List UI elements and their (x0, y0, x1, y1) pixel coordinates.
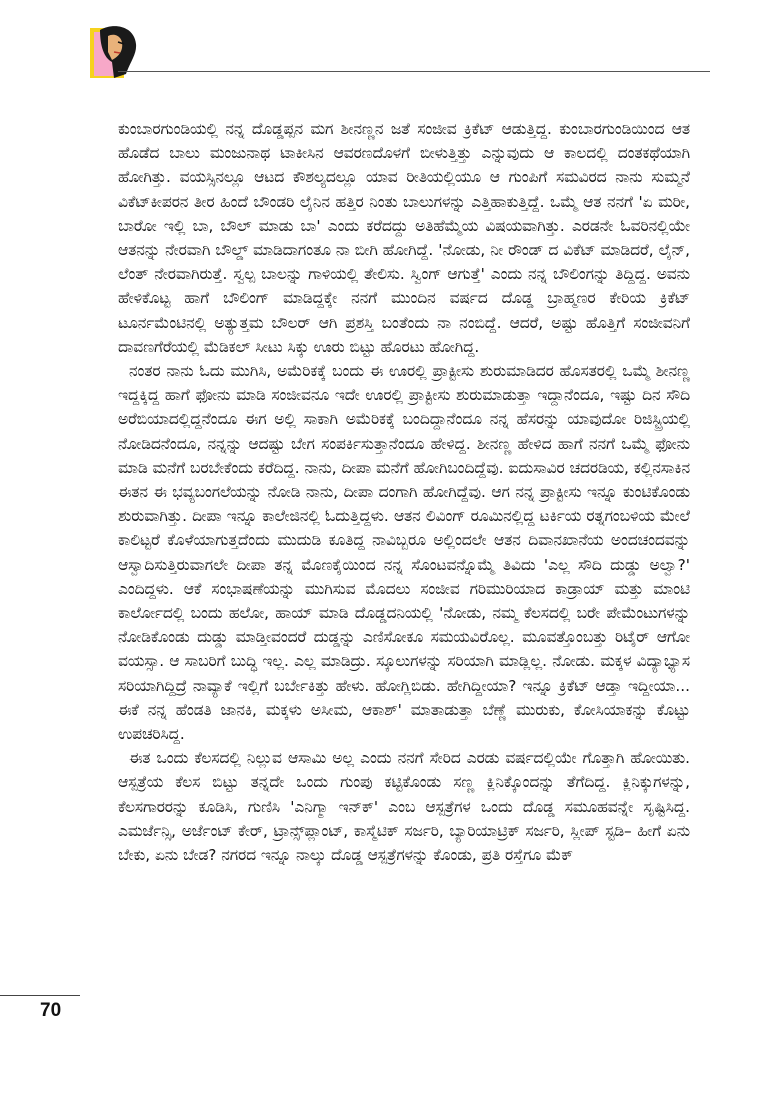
face-profile-icon (90, 22, 144, 78)
header-logo-illustration (90, 22, 144, 78)
paragraph: ಈತ ಒಂದು ಕೆಲಸದಲ್ಲಿ ನಿಲ್ಲುವ ಆಸಾಮಿ ಅಲ್ಲ ಎಂದು ನನಗೆ ಸೇರಿದ ಎರಡು ವರ್ಷದಲ್ಲಿಯೇ ಗೊತ್ತಾಗಿ ಹೋಯಿತು. ಆಸ್ಪತ್ರೆಯ ಕೆಲಸ ಬಿಟ್ಟು ತನ್ನದೇ ಒಂದು ಗುಂಪು ಕಟ್ಟಿಕೊಂಡು ಸಣ್ಣ ಕ್ಲಿನಿಕ್ಕೊಂದನ್ನು ತೆಗೆದಿದ್ದ. ಕ್ಲಿನಿಕ್ಕುಗಳನ್ನು, ಕೆಲಸಗಾರರನ್ನು ಕೂಡಿಸಿ, ಗುಣಿಸಿ 'ಎನಿಗ್ಮಾ ಇನ್‌ಕ್' ಎಂಬ ಆಸ್ಪತ್ರೆಗಳ ಒಂದು ದೊಡ್ಡ ಸಮೂಹವನ್ನೇ ಸೃಷ್ಟಿಸಿದ್ದ. ಎಮರ್ಜೆನ್ಸಿ, ಅರ್ಜೆಂಟ್ ಕೇರ್, ಟ್ರಾನ್ಸ್‌ಪ್ಲಾಂಟ್, ಕಾಸ್ಮೆಟಿಕ್ ಸರ್ಜರಿ, ಬ್ಯಾರಿಯಾಟ್ರಿಕ್ ಸರ್ಜರಿ, ಸ್ಲೀಪ್ ಸ್ಟಡಿ– ಹೀಗೆ ಏನು ಬೇಕು, ಏನು ಬೇಡ? ನಗರದ ಇನ್ನೂ ನಾಲ್ಕು ದೊಡ್ಡ ಆಸ್ಪತ್ರೆಗಳನ್ನು ಕೊಂಡು, ಪ್ರತಿ ರಸ್ತೆಗೂ ಮೆಕ್ (118, 749, 690, 865)
paragraph: ಕುಂಬಾರಗುಂಡಿಯಲ್ಲಿ ನನ್ನ ದೊಡ್ಡಪ್ಪನ ಮಗ ಶೀನಣ್ಣನ ಜತೆ ಸಂಜೀವ ಕ್ರಿಕೆಟ್ ಆಡುತ್ತಿದ್ದ. ಕುಂಬಾರಗುಂಡಿಯಿಂದ ಆತ ಹೊಡೆದ ಬಾಲು ಮಂಜುನಾಥ ಟಾಕೀಸಿನ ಆವರಣದೊಳಗೆ ಬೀಳುತ್ತಿತ್ತು ಎನ್ನುವುದು ಆ ಕಾಲದಲ್ಲಿ ದಂತಕಥೆಯಾಗಿ ಹೋಗಿತ್ತು. ವಯಸ್ಸಿನಲ್ಲೂ ಆಟದ ಕೌಶಲ್ಯದಲ್ಲೂ ಯಾವ ರೀತಿಯಲ್ಲಿಯೂ ಆ ಗುಂಪಿಗೆ ಸಮವಿರದ ನಾನು ಸುಮ್ಮನೆ ವಿಕೆಟ್‌ಕೀಪರನ ತೀರ ಹಿಂದೆ ಬೌಂಡರಿ ಲೈನಿನ ಹತ್ತಿರ ನಿಂತು ಬಾಲುಗಳನ್ನು ಎತ್ತಿಹಾಕುತ್ತಿದ್ದೆ. ಒಮ್ಮೆ ಆತ ನನಗೆ 'ಏ ಮರೀ, ಬಾರೋ ಇಲ್ಲಿ ಬಾ, ಬೌಲ್ ಮಾಡು ಬಾ' ಎಂದು ಕರೆದದ್ದು ಅತಿಹೆಮ್ಮೆಯ ವಿಷಯವಾಗಿತ್ತು. ಎರಡನೇ ಓವರಿನಲ್ಲಿಯೇ ಆತನನ್ನು ನೇರವಾಗಿ ಬೌಲ್ಡ್ ಮಾಡಿದಾಗಂತೂ ನಾ ಬೀಗಿ ಹೋಗಿದ್ದೆ. 'ನೋಡು, ನೀ ರೌಂಡ್ ದ ವಿಕೆಟ್ ಮಾಡಿದರೆ, ಲೈನ್, ಲೆಂತ್ ನೇರವಾಗಿರುತ್ತೆ. ಸ್ವಲ್ಪ ಬಾಲನ್ನು ಗಾಳಿಯಲ್ಲಿ ತೇಲಿಸು. ಸ್ವಿಂಗ್ ಆಗುತ್ತೆ' ಎಂದು ನನ್ನ ಬೌಲಿಂಗನ್ನು ತಿದ್ದಿದ್ದ. ಅವನು ಹೇಳಿಕೊಟ್ಟ ಹಾಗೆ ಬೌಲಿಂಗ್ ಮಾಡಿದ್ದಕ್ಕೇ ನನಗೆ ಮುಂದಿನ ವರ್ಷದ ದೊಡ್ಡ ಬ್ರಾಹ್ಮಣರ ಕೇರಿಯ ಕ್ರಿಕೆಟ್ ಟೂರ್ನಮೆಂಟಿನಲ್ಲಿ ಅತ್ಯುತ್ತಮ ಬೌಲರ್ ಆಗಿ ಪ್ರಶಸ್ತಿ ಬಂತೆಂದು ನಾ ನಂಬಿದ್ದೆ. ಆದರೆ, ಅಷ್ಟು ಹೊತ್ತಿಗೆ ಸಂಜೀವನಿಗೆ ದಾವಣಗೆರೆಯಲ್ಲಿ ಮೆಡಿಕಲ್ ಸೀಟು ಸಿಕ್ಕು ಊರು ಬಿಟ್ಟು ಹೊರಟು ಹೋಗಿದ್ದ. (118, 120, 690, 356)
page-number: 70 (40, 1000, 62, 1021)
paragraph: ನಂತರ ನಾನು ಓದು ಮುಗಿಸಿ, ಅಮೆರಿಕಕ್ಕೆ ಬಂದು ಈ ಊರಲ್ಲಿ ಪ್ರಾಕ್ಟೀಸು ಶುರುಮಾಡಿದರ ಹೊಸತರಲ್ಲಿ ಒಮ್ಮೆ ಶೀನಣ್ಣ ಇದ್ದಕ್ಕಿದ್ದ ಹಾಗೆ ಫೋನು ಮಾಡಿ ಸಂಜೀವನೂ ಇದೇ ಊರಲ್ಲಿ ಪ್ರಾಕ್ಟೀಸು ಶುರುಮಾಡುತ್ತಾ ಇದ್ದಾನೆಂದೂ, ಇಷ್ಟು ದಿನ ಸೌದಿ ಅರೆಬಿಯಾದಲ್ಲಿದ್ದನೆಂದೂ ಈಗ ಅಲ್ಲಿ ಸಾಕಾಗಿ ಅಮೆರಿಕಕ್ಕೆ ಬಂದಿದ್ದಾನೆಂದೂ ನನ್ನ ಹೆಸರನ್ನು ಯಾವುದೋ ರಿಜಿಸ್ಟ್ರಿಯಲ್ಲಿ ನೋಡಿದನೆಂದೂ, ನನ್ನನ್ನು ಆದಷ್ಟು ಬೇಗ ಸಂಪರ್ಕಿಸುತ್ತಾನೆಂದೂ ಹೇಳಿದ್ದ. ಶೀನಣ್ಣ ಹೇಳಿದ ಹಾಗೆ ನನಗೆ ಒಮ್ಮೆ ಫೋನು ಮಾಡಿ ಮನೆಗೆ ಬರಬೇಕೆಂದು ಕರೆದಿದ್ದ. ನಾನು, ದೀಪಾ ಮನೆಗೆ ಹೋಗಿಬಂದಿದ್ದೆವು. ಐದುಸಾವಿರ ಚದರಡಿಯ, ಕಲ್ಲಿನಸಾಕಿನ ಈತನ ಈ ಭವ್ಯಬಂಗಲೆಯನ್ನು ನೋಡಿ ನಾನು, ದೀಪಾ ದಂಗಾಗಿ ಹೋಗಿದ್ದೆವು. ಆಗ ನನ್ನ ಪ್ರಾಕ್ಟೀಸು ಇನ್ನೂ ಕುಂಟಿಕೊಂಡು ಶುರುವಾಗಿತ್ತು. ದೀಪಾ ಇನ್ನೂ ಕಾಲೇಜಿನಲ್ಲಿ ಓದುತ್ತಿದ್ದಳು. ಆತನ ಲಿವಿಂಗ್ ರೂಮಿನಲ್ಲಿದ್ದ ಟರ್ಕಿಯ ರತ್ನಗಂಬಳಿಯ ಮೇಲೆ ಕಾಲಿಟ್ಟರೆ ಕೊಳೆಯಾಗುತ್ತದೆಂದು ಮುದುಡಿ ಕೂತಿದ್ದ ನಾವಿಬ್ಬರೂ ಅಲ್ಲಿಂದಲೇ ಆತನ ದಿವಾನಖಾನೆಯ ಅಂದಚಂದವನ್ನು ಆಸ್ವಾದಿಸುತ್ತಿರುವಾಗಲೇ ದೀಪಾ ತನ್ನ ಮೊಣಕೈಯಿಂದ ನನ್ನ ಸೊಂಟವನ್ನೊಮ್ಮೆ ತಿವಿದು 'ಎಲ್ಲ ಸೌದಿ ದುಡ್ಡು ಅಲ್ವಾ?' ಎಂದಿದ್ದಳು. ಆಕೆ ಸಂಭಾಷಣೆಯನ್ನು ಮುಗಿಸುವ ಮೊದಲು ಸಂಜೀವ ಗರಿಮುರಿಯಾದ ಕಾಡ್ರಾಯ್ ಮತ್ತು ಮಾಂಟಿ ಕಾರ್ಲೋದಲ್ಲಿ ಬಂದು ಹಲೋ, ಹಾಯ್ ಮಾಡಿ ದೊಡ್ಡದನಿಯಲ್ಲಿ 'ನೋಡು, ನಮ್ಮ ಕೆಲಸದಲ್ಲಿ ಬರೇ ಪೇಮೆಂಟುಗಳನ್ನು ನೋಡಿಕೊಂಡು ದುಡ್ಡು ಮಾಡ್ತೀವಂದರೆ ದುಡ್ಡನ್ನು ಎಣಿಸೋಕೂ ಸಮಯವಿರೊಲ್ಲ. ಮೂವತ್ತೊಂಬತ್ತು ರಿಟೈರ್ ಆಗೋ ವಯಸ್ಸಾ. ಆ ಸಾಬರಿಗೆ ಬುದ್ಧಿ ಇಲ್ಲ. ಎಲ್ಲ ಮಾಡಿದ್ರು. ಸ್ಕೂಲುಗಳನ್ನು ಸರಿಯಾಗಿ ಮಾಡ್ಲಿಲ್ಲ. ನೋಡು. ಮಕ್ಕಳ ವಿದ್ಯಾಭ್ಯಾಸ ಸರಿಯಾಗಿದ್ದಿದ್ರೆ ನಾವ್ಯಾಕೆ ಇಲ್ಲಿಗೆ ಬರ್ಬೇಕಿತ್ತು ಹೇಳು. ಹೋಗ್ಲಿಬಿಡು. ಹೇಗಿದ್ದೀಯಾ? ಇನ್ನೂ ಕ್ರಿಕೆಟ್ ಆಡ್ತಾ ಇದ್ದೀಯಾ... ಈಕೆ ನನ್ನ ಹೆಂಡತಿ ಜಾನಕಿ, ಮಕ್ಕಳು ಅಸೀಮ, ಆಕಾಶ್' ಮಾತಾಡುತ್ತಾ ಬೆಣ್ಣೆ ಮುರುಕು, ಕೋಸಿಯಾಕನ್ನು ಕೊಟ್ಟು ಉಪಚರಿಸಿದ್ದ. (118, 362, 690, 744)
body-text (118, 117, 690, 867)
header-rule (118, 71, 710, 72)
page-number-rule (0, 995, 80, 996)
